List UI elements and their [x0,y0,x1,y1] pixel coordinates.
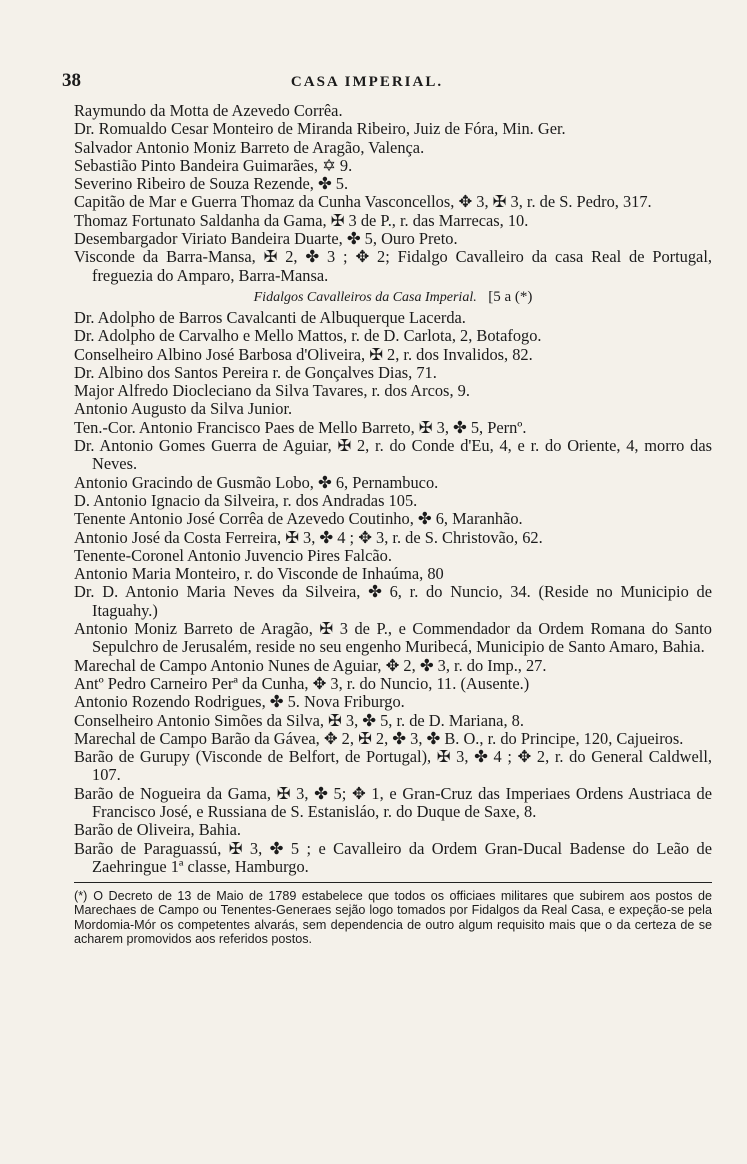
list-item: Thomaz Fortunato Saldanha da Gama, ✠ 3 de P., r. das Marrecas, 10. [74,210,529,230]
list-item: Antonio Moniz Barreto de Aragão, ✠ 3 de P., e Commendador da Ordem Romana do Santo Sepulchro de Jerusalém, reside no seu engenho Muribecá, Municipio de Santo Amaro, Bahia. [74,619,712,657]
list-item: Dr. Adolpho de Barros Cavalcanti de Albuquerque Lacerda. [74,307,466,327]
footnote-text: O Decreto de 13 de Maio de 1789 estabelece que todos os officiaes militares que subirem aos postos de Marechaes de Campo ou Tenentes-Generaes sejão logo tomados por Fidalgos da Real Casa, e expeção-se pela Mordomia-Mór os competentes alvarás, sem dependencia de outro algum requisito mais que o da certeza de se acharem promovidos aos referidos postos. [74,889,712,946]
list-item: Ten.-Cor. Antonio Francisco Paes de Mello Barreto, ✠ 3, ✤ 5, Pernº. [74,417,527,437]
list-item: Antonio Augusto da Silva Junior. [74,399,293,419]
list-item: Antº Pedro Carneiro Perª da Cunha, ✥ 3, r. do Nuncio, 11. (Ausente.) [74,673,530,693]
footnote [74,889,712,946]
list-item: Barão de Paraguassú, ✠ 3, ✤ 5 ; e Cavalleiro da Ordem Gran-Ducal Badense do Leão de Zaehringue 1ª classe, Hamburgo. [74,838,712,876]
footnote-divider [74,882,712,883]
list-item: D. Antonio Ignacio da Silveira, r. dos Andradas 105. [74,490,418,510]
section-title: Fidalgos Cavalleiros da Casa Imperial. [253,289,477,305]
list-item: Barão de Oliveira, Bahia. [74,820,242,840]
list-item: Antonio José da Costa Ferreira, ✠ 3, ✤ 4 ; ✥ 3, r. de S. Christovão, 62. [74,527,543,547]
entries-list [74,102,712,876]
list-item: Antonio Gracindo de Gusmão Lobo, ✤ 6, Pernambuco. [74,472,439,492]
list-item: Marechal de Campo Barão da Gávea, ✥ 2, ✠ 2, ✤ 3, ✤ B. O., r. do Principe, 120, Cajueiros. [74,728,684,748]
list-item: Major Alfredo Diocleciano da Silva Tavares, r. dos Arcos, 9. [74,381,470,401]
list-item: Dr. D. Antonio Maria Neves da Silveira, ✤ 6, r. do Nuncio, 34. (Reside no Municipio de Itaguahy.) [74,582,712,620]
list-item: Conselheiro Antonio Simões da Silva, ✠ 3, ✤ 5, r. de D. Mariana, 8. [74,710,524,730]
list-item: Dr. Albino dos Santos Pereira r. de Gonçalves Dias, 71. [74,362,437,382]
page-number: 38 [62,70,81,91]
list-item: Dr. Antonio Gomes Guerra de Aguiar, ✠ 2, r. do Conde d'Eu, 4, e r. do Oriente, 4, morro das Neves. [74,436,712,474]
document-page [62,70,712,946]
list-item: Antonio Maria Monteiro, r. do Visconde de Inhaúma, 80 [74,564,444,584]
list-item: Capitão de Mar e Guerra Thomaz da Cunha Vasconcellos, ✥ 3, ✠ 3, r. de S. Pedro, 317. [74,192,652,212]
section-heading [74,286,712,309]
list-item: Conselheiro Albino José Barbosa d'Oliveira, ✠ 2, r. dos Invalidos, 82. [74,344,533,364]
list-item: Raymundo da Motta de Azevedo Corrêa. [74,101,343,120]
list-item: Antonio Rozendo Rodrigues, ✤ 5. Nova Friburgo. [74,692,405,712]
list-item: Visconde da Barra-Mansa, ✠ 2, ✤ 3 ; ✥ 2; Fidalgo Cavalleiro da casa Real de Portugal, freguezia do Amparo, Barra-Mansa. [74,247,712,285]
list-item: Severino Ribeiro de Souza Rezende, ✤ 5. [74,174,349,194]
list-item: Tenente Antonio José Corrêa de Azevedo Coutinho, ✤ 6, Maranhão. [74,509,523,529]
list-item: Sebastião Pinto Bandeira Guimarães, ✡ 9. [74,155,353,175]
list-item: Dr. Romualdo Cesar Monteiro de Miranda Ribeiro, Juiz de Fóra, Min. Ger. [74,119,566,139]
list-item: Desembargador Viriato Bandeira Duarte, ✤ 5, Ouro Preto. [74,229,458,249]
list-item: Marechal de Campo Antonio Nunes de Aguiar, ✥ 2, ✤ 3, r. do Imp., 27. [74,655,547,675]
running-head: CASA IMPERIAL. [290,74,444,90]
section-note: [5 a (*) [488,288,533,305]
list-item: Barão de Nogueira da Gama, ✠ 3, ✤ 5; ✥ 1, e Gran-Cruz das Imperiaes Ordens Austriaca de Francisco José, e Russiana de S. Estanisláo, r. do Duque de Saxe, 8. [74,783,712,821]
page-header [62,70,712,98]
list-item: Salvador Antonio Moniz Barreto de Aragão, Valença. [74,137,425,157]
footnote-marker: (*) [74,889,88,904]
list-item: Tenente-Coronel Antonio Juvencio Pires Falcão. [74,545,392,565]
list-item: Dr. Adolpho de Carvalho e Mello Mattos, r. de D. Carlota, 2, Botafogo. [74,326,542,346]
list-item: Barão de Gurupy (Visconde de Belfort, de Portugal), ✠ 3, ✤ 4 ; ✥ 2, r. do General Caldwell, 107. [74,747,712,785]
